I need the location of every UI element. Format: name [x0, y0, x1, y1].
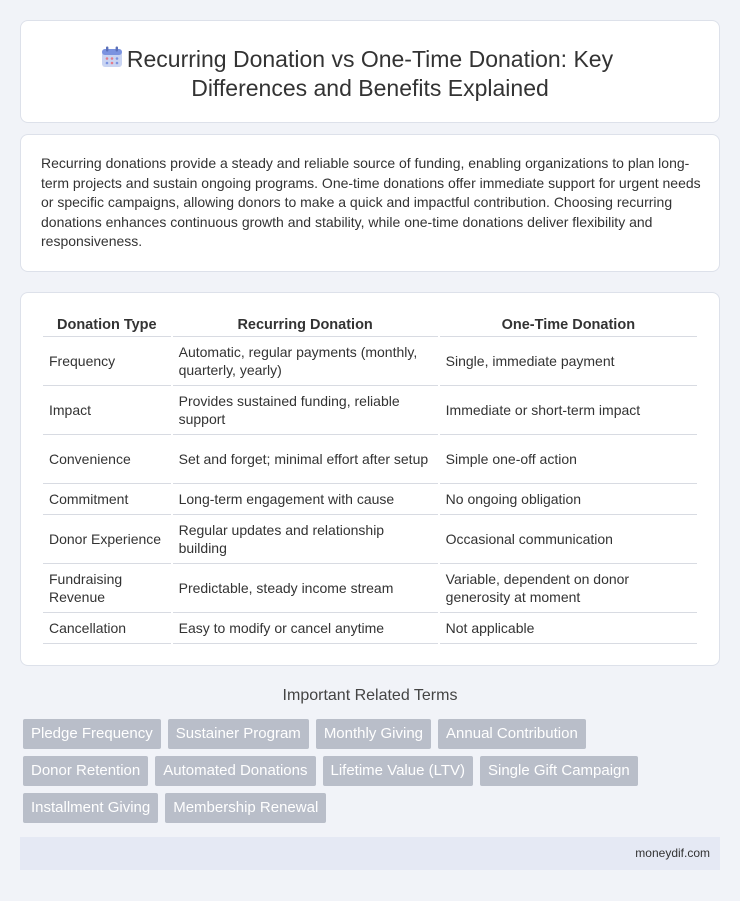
- table-header: One-Time Donation: [440, 313, 697, 337]
- footer-site[interactable]: moneydif.com: [635, 846, 710, 860]
- tag-sustainer-program[interactable]: Sustainer Program: [168, 719, 309, 749]
- tag-annual-contribution[interactable]: Annual Contribution: [438, 719, 586, 749]
- table-cell: Immediate or short-term impact: [440, 386, 697, 435]
- table-cell: Impact: [43, 386, 171, 435]
- footer: [20, 837, 720, 870]
- table-row: [43, 515, 697, 564]
- tag-automated-donations[interactable]: Automated Donations: [155, 756, 315, 786]
- tag-monthly-giving[interactable]: Monthly Giving: [316, 719, 431, 749]
- tag-donor-retention[interactable]: Donor Retention: [23, 756, 148, 786]
- table-cell: Automatic, regular payments (monthly, quarterly, yearly): [173, 337, 438, 386]
- table-header: Donation Type: [43, 313, 171, 337]
- related-terms: [23, 719, 713, 830]
- table-row: [43, 564, 697, 613]
- table-row: [43, 337, 697, 386]
- table-cell: Fundraising Revenue: [43, 564, 171, 613]
- table-cell: Occasional communication: [440, 515, 697, 564]
- tag-membership-renewal[interactable]: Membership Renewal: [165, 793, 326, 823]
- table-cell: Cancellation: [43, 613, 171, 644]
- table-cell: Simple one-off action: [440, 435, 697, 484]
- tag-pledge-frequency[interactable]: Pledge Frequency: [23, 719, 161, 749]
- table-cell: Predictable, steady income stream: [173, 564, 438, 613]
- table-cell: Variable, dependent on donor generosity at moment: [440, 564, 697, 613]
- tag-row: [23, 793, 713, 823]
- table-cell: No ongoing obligation: [440, 484, 697, 515]
- tag-single-gift-campaign[interactable]: Single Gift Campaign: [480, 756, 638, 786]
- tag-row: [23, 719, 713, 749]
- intro-paragraph: Recurring donations provide a steady and reliable source of funding, enabling organizations to plan long-term projects and sustain ongoing programs. One-time donations offer immediate support for urgent needs or specific campaigns, allowing donors to make a quick and impactful contribution. Choosing recurring donations enhances continuous growth and stability, while one-time donations deliver flexibility and responsiveness.: [41, 155, 701, 249]
- intro-card: [20, 134, 720, 272]
- table-cell: Single, immediate payment: [440, 337, 697, 386]
- table-cell: Frequency: [43, 337, 171, 386]
- table-cell: Donor Experience: [43, 515, 171, 564]
- table-header: Recurring Donation: [173, 313, 438, 337]
- table-row: [43, 613, 697, 644]
- table-cell: Set and forget; minimal effort after setup: [173, 435, 438, 484]
- tag-lifetime-value[interactable]: Lifetime Value (LTV): [323, 756, 474, 786]
- title-card: [20, 20, 720, 123]
- comparison-table: [41, 313, 699, 644]
- related-terms-heading: Important Related Terms: [282, 687, 458, 704]
- table-cell: Convenience: [43, 435, 171, 484]
- tag-installment-giving[interactable]: Installment Giving: [23, 793, 158, 823]
- page-title: Recurring Donation vs One-Time Donation: Key Differences and Benefits Explained: [126, 46, 614, 101]
- table-cell: Regular updates and relationship building: [173, 515, 438, 564]
- table-row: [43, 435, 697, 484]
- comparison-card: [20, 292, 720, 666]
- table-row: [43, 386, 697, 435]
- table-cell: Provides sustained funding, reliable support: [173, 386, 438, 435]
- tag-row: [23, 756, 713, 786]
- table-cell: Long-term engagement with cause: [173, 484, 438, 515]
- table-cell: Commitment: [43, 484, 171, 515]
- table-row: [43, 484, 697, 515]
- table-cell: Easy to modify or cancel anytime: [173, 613, 438, 644]
- table-cell: Not applicable: [440, 613, 697, 644]
